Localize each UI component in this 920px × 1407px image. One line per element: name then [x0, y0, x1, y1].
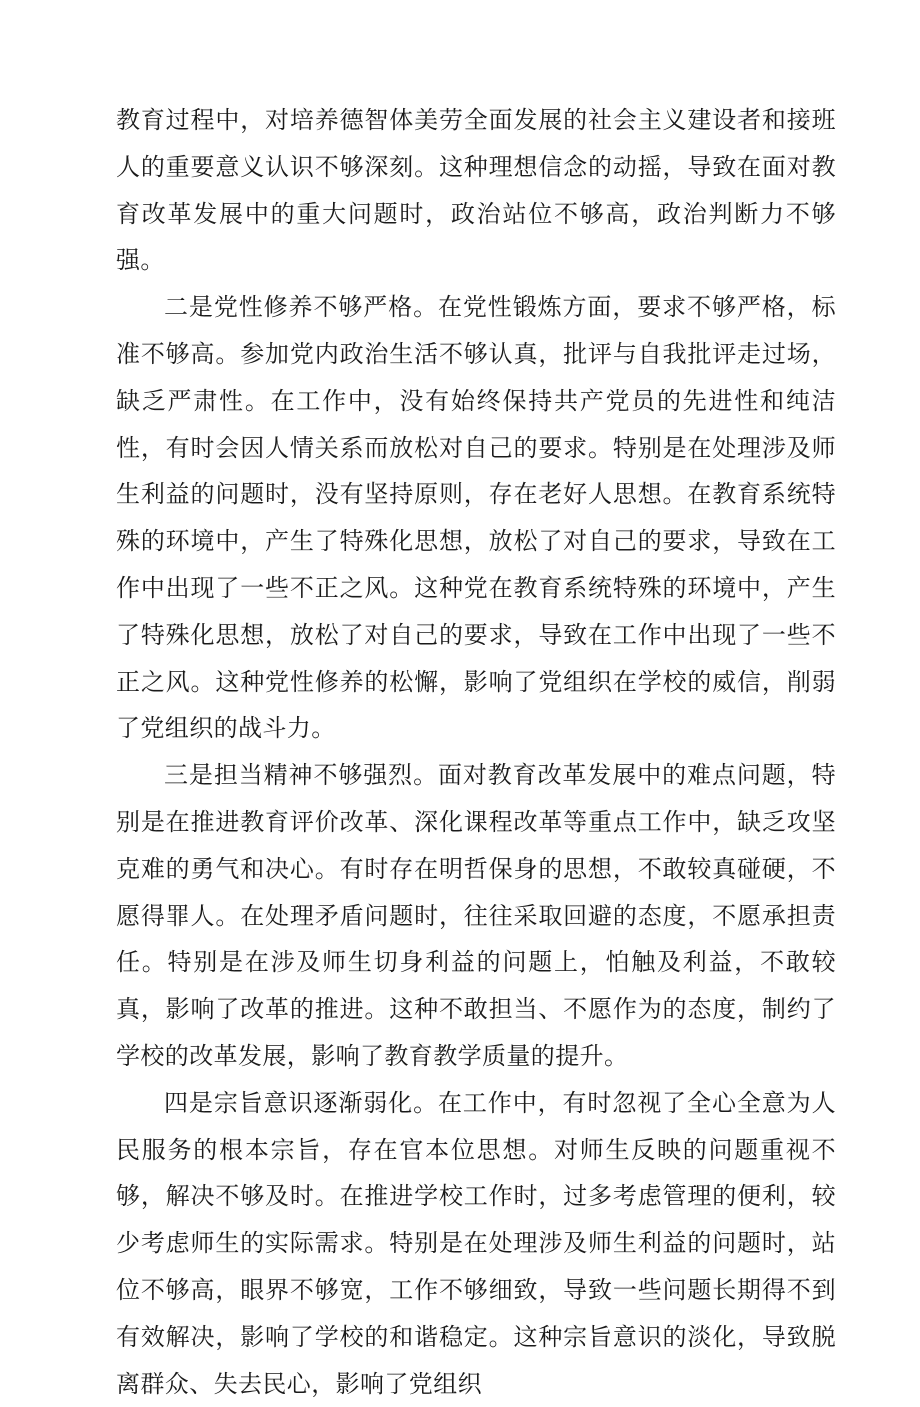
document-body [116, 97, 836, 1407]
paragraph-purpose-awareness: 四是宗旨意识逐渐弱化。在工作中，有时忽视了全心全意为人民服务的根本宗旨，存在官本位思想。对师生反映的问题重视不够，解决不够及时。在推进学校工作时，过多考虑管理的便利，较少考虑师生的实际需求。特别是在处理涉及师生利益的问题时，站位不够高，眼界不够宽，工作不够细致，导致一些问题长期得不到有效解决，影响了学校的和谐稳定。这种宗旨意识的淡化，导致脱离群众、失去民心，影响了党组织 [116, 1088, 836, 1398]
paragraph-responsibility: 三是担当精神不够强烈。面对教育改革发展中的难点问题，特别是在推进教育评价改革、深化课程改革等重点工作中，缺乏攻坚克难的勇气和决心。有时存在明哲保身的思想，不敢较真碰硬，不愿得罪人。在处理矛盾问题时，往往采取回避的态度，不愿承担责任。特别是在涉及师生切身利益的问题上，怕触及利益，不敢较真，影响了改革的推进。这种不敢担当、不愿作为的态度，制约了学校的改革发展，影响了教育教学质量的提升。 [116, 761, 836, 1070]
paragraph-party-spirit: 二是党性修养不够严格。在党性锻炼方面，要求不够严格，标准不够高。参加党内政治生活不够认真，批评与自我批评走过场，缺乏严肃性。在工作中，没有始终保持共产党员的先进性和纯洁性，有时会因人情关系而放松对自己的要求。特别是在处理涉及师生利益的问题时，没有坚持原则，存在老好人思想。在教育系统特殊的环境中，产生了特殊化思想，放松了对自己的要求，导致在工作中出现了一些不正之风。这种党在教育系统特殊的环境中，产生了特殊化思想，放松了对自己的要求，导致在工作中出现了一些不正之风。这种党性修养的松懈，影响了党组织在学校的威信，削弱了党组织的战斗力。 [116, 293, 836, 743]
paragraph-continuation: 教育过程中，对培养德智体美劳全面发展的社会主义建设者和接班人的重要意义认识不够深刻。这种理想信念的动摇，导致在面对教育改革发展中的重大问题时，政治站位不够高，政治判断力不够强。 [116, 106, 836, 275]
